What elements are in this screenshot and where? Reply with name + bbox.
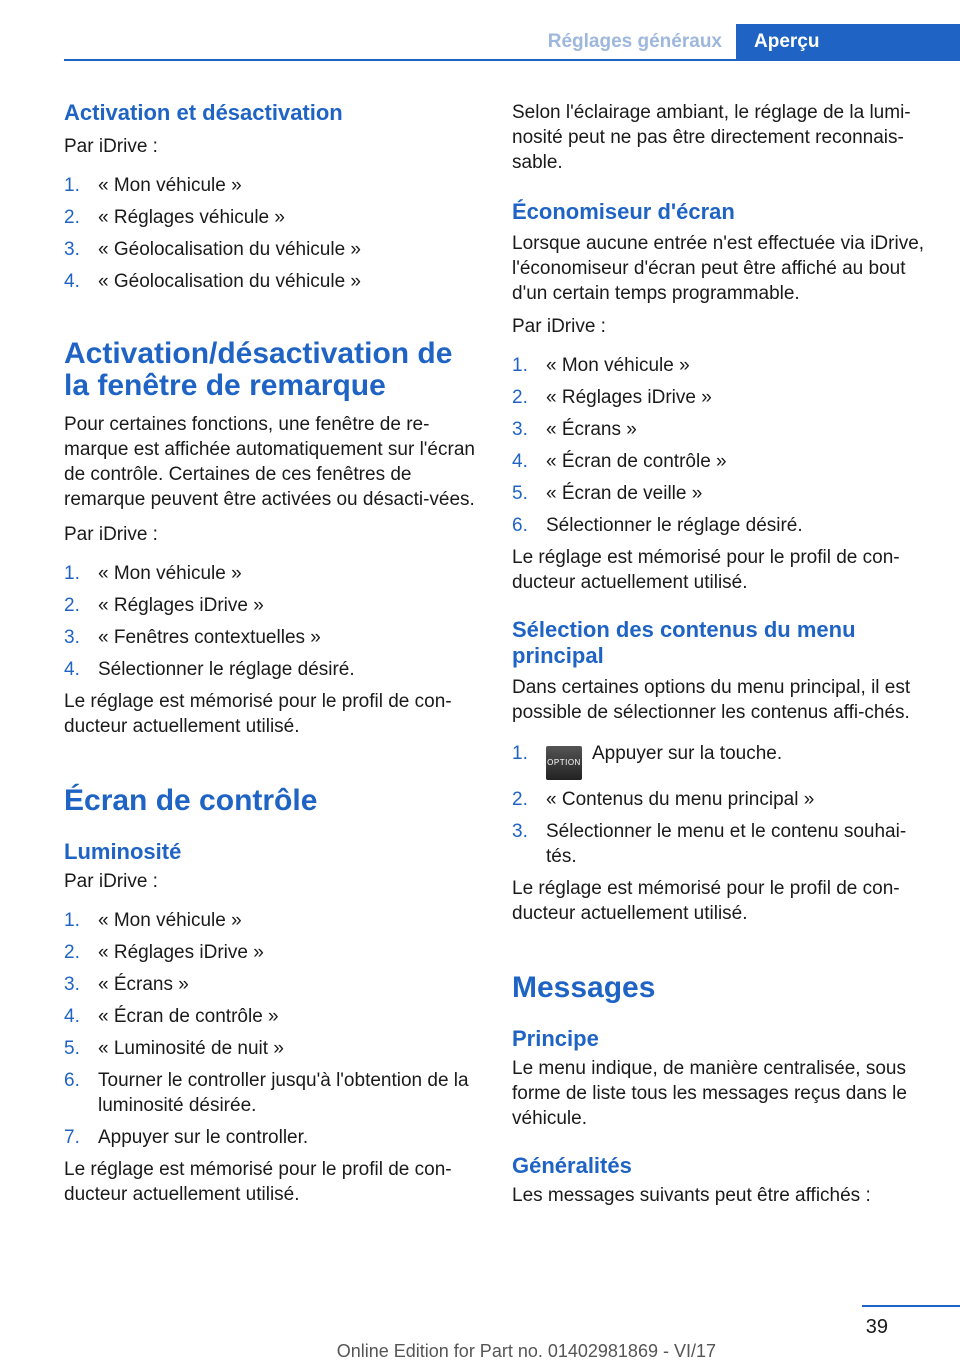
- left-column: [64, 100, 478, 1207]
- list-item: 4. Sélectionner le réglage désiré.: [64, 659, 355, 680]
- list-item: 7. Appuyer sur le controller.: [64, 1127, 309, 1148]
- footer-rule: [862, 1305, 960, 1307]
- note: Le réglage est mémorisé pour le profil de con‐ducteur actuellement utilisé.: [64, 1159, 452, 1205]
- steps-list: [64, 908, 478, 1150]
- via-label: Par iDrive :: [64, 136, 158, 157]
- subsection-title: Généralités: [512, 1153, 632, 1178]
- paragraph: Le menu indique, de manière centralisée, sous forme de liste tous les messages reçus dans le véhicule.: [512, 1058, 907, 1129]
- note: Le réglage est mémorisé pour le profil de con‐ducteur actuellement utilisé.: [64, 691, 452, 737]
- list-item: 2. « Réglages iDrive »: [64, 942, 264, 963]
- steps-list: [64, 173, 478, 294]
- list-item: 1. « Mon véhicule »: [64, 175, 242, 196]
- note: Le réglage est mémorisé pour le profil de con‐ducteur actuellement utilisé.: [512, 878, 900, 924]
- list-item: 5. « Luminosité de nuit »: [64, 1038, 284, 1059]
- list-item: 3. « Géolocalisation du véhicule »: [64, 239, 362, 260]
- section-heading: Écran de contrôle: [64, 784, 318, 817]
- steps-list: [64, 561, 478, 682]
- paragraph: Pour certaines fonctions, une fenêtre de re‐marque est affichée automatiquement sur l'écran de contrôle. Certaines de ces fenêtres de remarque peuvent être activées ou désacti‐vées.: [64, 414, 475, 510]
- subsection-title: Sélection des contenus du menu principal: [512, 617, 856, 668]
- list-item: 4. « Écran de contrôle »: [512, 451, 727, 472]
- list-item: 1. « Mon véhicule »: [64, 563, 242, 584]
- option-button-icon: OPTION: [546, 746, 582, 780]
- header-rule: [64, 59, 960, 61]
- list-item: 1. « Mon véhicule »: [64, 910, 242, 931]
- list-item: 2. « Contenus du menu principal »: [512, 789, 815, 810]
- list-item: 6. Tourner le controller jusqu'à l'obtention de la luminosité désirée.: [64, 1070, 469, 1116]
- list-item: 4. « Géolocalisation du véhicule »: [64, 271, 362, 292]
- subsection-title: Principe: [512, 1026, 599, 1051]
- list-item: 1. « Mon véhicule »: [512, 355, 690, 376]
- page-header: [0, 24, 960, 62]
- right-column: [512, 100, 926, 1208]
- via-label: Par iDrive :: [64, 524, 158, 545]
- list-item: 2. « Réglages iDrive »: [512, 387, 712, 408]
- section-title: Activation et désactivation: [64, 100, 343, 125]
- steps-list: [512, 353, 926, 538]
- steps-list: [512, 741, 926, 869]
- edition-label: Online Edition for Part no. 01402981869 - VI/17: [336, 1341, 716, 1361]
- active-tab[interactable]: Aperçu: [736, 24, 960, 61]
- paragraph: Selon l'éclairage ambiant, le réglage de la lumi‐nosité peut ne pas être directement reconnais‐sable.: [512, 102, 911, 173]
- note: Le réglage est mémorisé pour le profil de con‐ducteur actuellement utilisé.: [512, 547, 900, 593]
- list-item: 4. « Écran de contrôle »: [64, 1006, 279, 1027]
- section-tab[interactable]: Réglages généraux: [547, 31, 722, 52]
- page-number: 39: [865, 1316, 888, 1338]
- list-item: 3. « Écrans »: [512, 419, 637, 440]
- subsection-title: Économiseur d'écran: [512, 199, 735, 224]
- list-item: 6. Sélectionner le réglage désiré.: [512, 515, 803, 536]
- paragraph: Lorsque aucune entrée n'est effectuée via iDrive, l'économiseur d'écran peut être affiché au bout d'un certain temps programmable.: [512, 233, 925, 304]
- list-item: 1. OPTION Appuyer sur la touche.: [512, 741, 926, 780]
- section-heading: Messages: [512, 971, 656, 1004]
- via-label: Par iDrive :: [512, 316, 606, 337]
- paragraph: Les messages suivants peut être affichés :: [512, 1185, 871, 1206]
- subsection-title: Luminosité: [64, 839, 182, 864]
- list-item: 5. « Écran de veille »: [512, 483, 703, 504]
- via-label: Par iDrive :: [64, 871, 158, 892]
- paragraph: Dans certaines options du menu principal, il est possible de sélectionner les contenus affi‐chés.: [512, 677, 911, 723]
- list-item: 2. « Réglages iDrive »: [64, 595, 264, 616]
- list-item: 3. « Écrans »: [64, 974, 189, 995]
- section-heading: Activation/désactivation de la fenêtre de remarque: [64, 337, 453, 402]
- list-item: 3. « Fenêtres contextuelles »: [64, 627, 321, 648]
- list-item: 2. « Réglages véhicule »: [64, 207, 285, 228]
- list-item: 3. Sélectionner le menu et le contenu souhai‐tés.: [512, 821, 907, 867]
